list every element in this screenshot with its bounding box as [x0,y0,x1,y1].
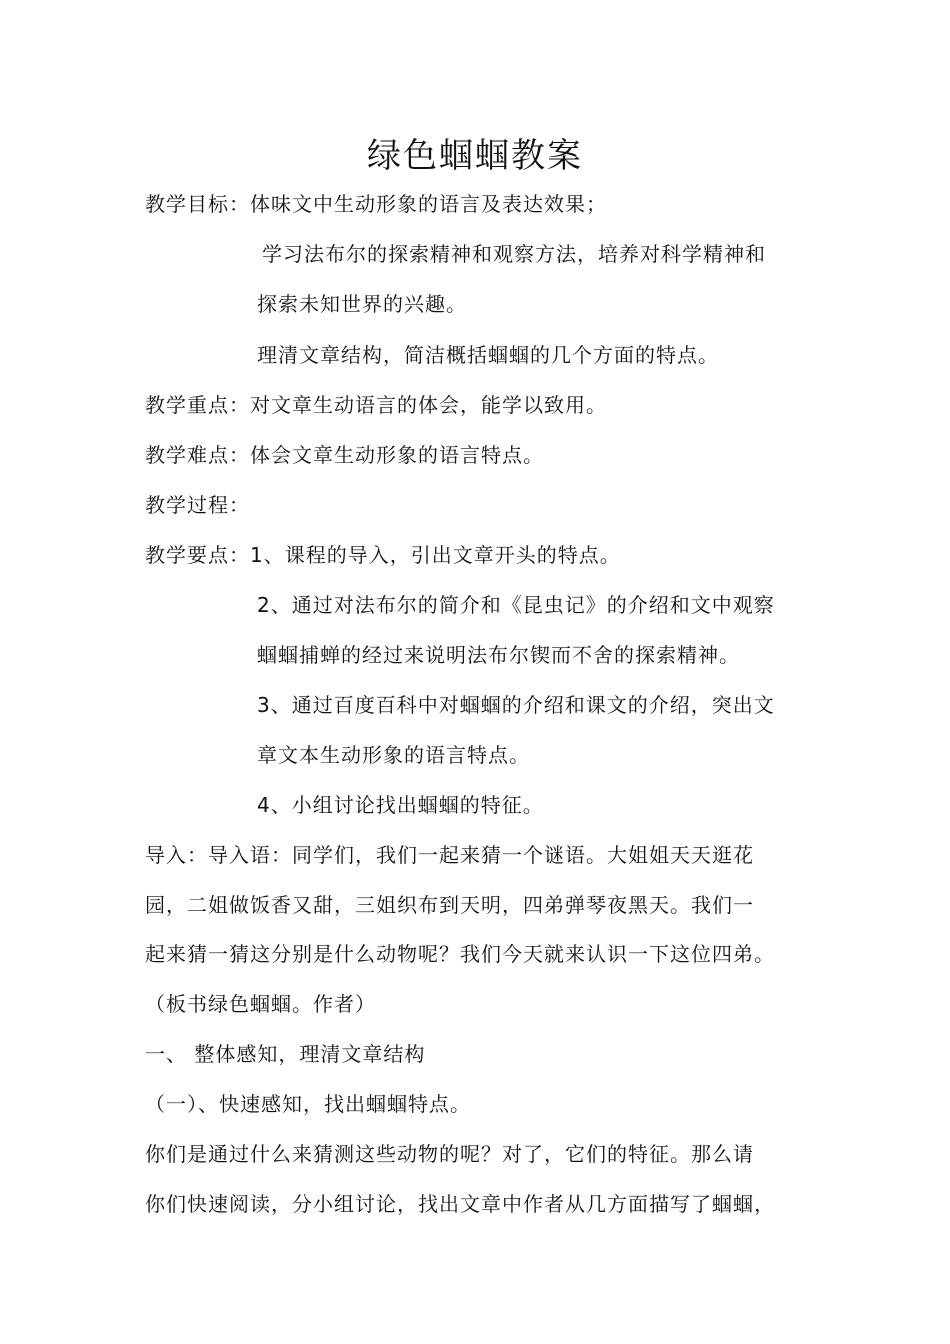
line-points-3b: 章文本生动形象的语言特点。 [257,743,530,767]
line-subsection-1: （一）、快速感知，找出蝈蝈特点。 [145,1092,471,1116]
line-key-point: 教学重点：对文章生动语言的体会，能学以致用。 [145,393,607,417]
line-intro-4: （板书绿色蝈蝈。作者） [145,992,376,1016]
line-points-3a: 3、通过百度百科中对蝈蝈的介绍和课文的介绍，突出文 [257,693,775,717]
line-points-2b: 蝈蝈捕蝉的经过来说明法布尔锲而不舍的探索精神。 [257,643,740,667]
line-intro-3: 起来猜一猜这分别是什么动物呢？我们今天就来认识一下这位四弟。 [145,942,775,966]
line-difficulty: 教学难点：体会文章生动形象的语言特点。 [145,443,544,467]
line-objective-3: 探索未知世界的兴趣。 [257,292,467,316]
line-body-1: 你们是通过什么来猜测这些动物的呢？对了，它们的特征。那么请 [145,1142,754,1166]
document-title: 绿色蝈蝈教案 [367,136,583,176]
line-objective-2: 学习法布尔的探索精神和观察方法，培养对科学精神和 [262,242,766,266]
line-process: 教学过程： [145,493,250,517]
line-intro-2: 园，二姐做饭香又甜，三姐织布到天明，四弟弹琴夜黑天。我们一 [145,893,754,917]
line-points-4: 4、小组讨论找出蝈蝈的特征。 [257,793,544,817]
line-section-1: 一、 整体感知，理清文章结构 [145,1042,426,1066]
line-points-1: 教学要点：1、课程的导入，引出文章开头的特点。 [145,543,621,567]
line-objective-1: 教学目标：体味文中生动形象的语言及表达效果； [145,192,607,216]
line-points-2a: 2、通过对法布尔的简介和《昆虫记》的介绍和文中观察 [257,593,775,617]
line-objective-4: 理清文章结构，简洁概括蝈蝈的几个方面的特点。 [257,343,719,367]
line-body-2: 你们快速阅读，分小组讨论，找出文章中作者从几方面描写了蝈蝈， [145,1192,775,1216]
line-intro-1: 导入：导入语：同学们，我们一起来猜一个谜语。大姐姐天天逛花 [145,843,754,867]
